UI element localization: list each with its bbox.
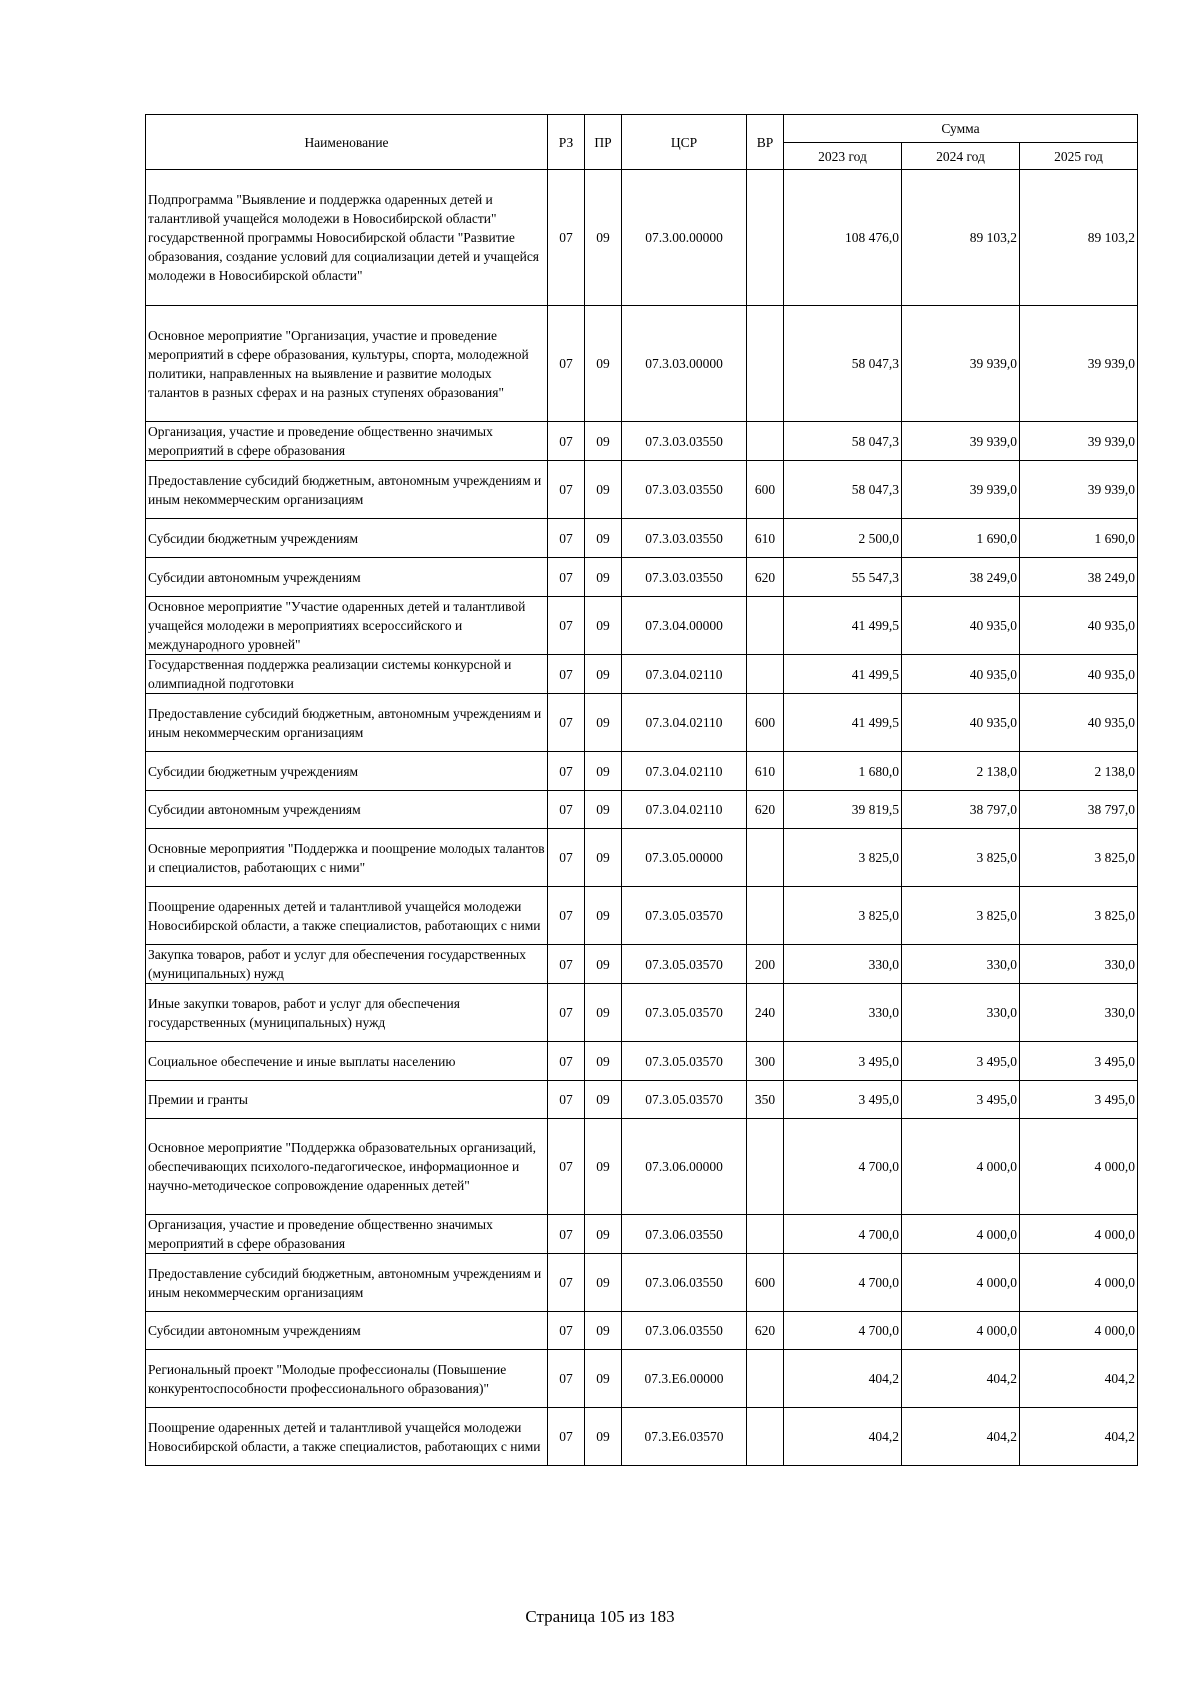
table-row bbox=[146, 984, 1138, 1042]
row-csr: 07.3.06.03550 bbox=[622, 1254, 747, 1312]
row-sum-2023: 404,2 bbox=[784, 1408, 902, 1466]
row-csr: 07.3.04.02110 bbox=[622, 655, 747, 694]
table-row bbox=[146, 422, 1138, 461]
row-sum-2025: 38 797,0 bbox=[1020, 791, 1138, 829]
budget-table-container bbox=[145, 114, 1137, 1466]
row-name: Субсидии бюджетным учреждениям bbox=[146, 752, 548, 791]
row-sum-2023: 108 476,0 bbox=[784, 170, 902, 306]
header-year-2024: 2024 год bbox=[902, 143, 1020, 170]
row-sum-2024: 1 690,0 bbox=[902, 519, 1020, 558]
row-vr bbox=[747, 829, 784, 887]
row-pr: 09 bbox=[585, 597, 622, 655]
row-sum-2023: 4 700,0 bbox=[784, 1312, 902, 1350]
row-pr: 09 bbox=[585, 558, 622, 597]
row-rz: 07 bbox=[548, 461, 585, 519]
row-sum-2025: 3 825,0 bbox=[1020, 887, 1138, 945]
row-csr: 07.3.04.02110 bbox=[622, 791, 747, 829]
row-pr: 09 bbox=[585, 1350, 622, 1408]
row-rz: 07 bbox=[548, 422, 585, 461]
row-vr: 600 bbox=[747, 461, 784, 519]
row-csr: 07.3.03.00000 bbox=[622, 306, 747, 422]
table-row bbox=[146, 1408, 1138, 1466]
row-sum-2025: 39 939,0 bbox=[1020, 422, 1138, 461]
row-pr: 09 bbox=[585, 694, 622, 752]
table-row bbox=[146, 170, 1138, 306]
row-pr: 09 bbox=[585, 461, 622, 519]
row-name: Предоставление субсидий бюджетным, автономным учреждениям и иным некоммерческим организациям bbox=[146, 694, 548, 752]
row-vr: 620 bbox=[747, 558, 784, 597]
row-sum-2023: 41 499,5 bbox=[784, 694, 902, 752]
row-rz: 07 bbox=[548, 694, 585, 752]
table-row bbox=[146, 694, 1138, 752]
row-name: Подпрограмма "Выявление и поддержка одаренных детей и талантливой учащейся молодежи в Новосибирской области" государственной программы Новосибирской области "Развитие образования, создание условий для социализации детей и учащейся молодежи в Новосибирской области" bbox=[146, 170, 548, 306]
row-sum-2024: 89 103,2 bbox=[902, 170, 1020, 306]
row-sum-2023: 4 700,0 bbox=[784, 1254, 902, 1312]
row-sum-2024: 39 939,0 bbox=[902, 461, 1020, 519]
row-pr: 09 bbox=[585, 655, 622, 694]
row-pr: 09 bbox=[585, 1254, 622, 1312]
row-csr: 07.3.05.03570 bbox=[622, 887, 747, 945]
row-vr: 300 bbox=[747, 1042, 784, 1081]
row-sum-2025: 3 825,0 bbox=[1020, 829, 1138, 887]
row-rz: 07 bbox=[548, 752, 585, 791]
row-name: Предоставление субсидий бюджетным, автономным учреждениям и иным некоммерческим организациям bbox=[146, 461, 548, 519]
header-pr: ПР bbox=[585, 115, 622, 170]
table-row bbox=[146, 1312, 1138, 1350]
row-pr: 09 bbox=[585, 1042, 622, 1081]
row-rz: 07 bbox=[548, 558, 585, 597]
row-sum-2024: 39 939,0 bbox=[902, 306, 1020, 422]
row-rz: 07 bbox=[548, 1042, 585, 1081]
row-vr bbox=[747, 170, 784, 306]
row-pr: 09 bbox=[585, 1408, 622, 1466]
header-sum: Сумма bbox=[784, 115, 1138, 143]
row-sum-2025: 3 495,0 bbox=[1020, 1081, 1138, 1119]
row-csr: 07.3.03.03550 bbox=[622, 422, 747, 461]
header-name: Наименование bbox=[146, 115, 548, 170]
row-sum-2024: 404,2 bbox=[902, 1408, 1020, 1466]
row-name: Субсидии автономным учреждениям bbox=[146, 791, 548, 829]
row-rz: 07 bbox=[548, 1254, 585, 1312]
table-row bbox=[146, 597, 1138, 655]
row-name: Субсидии автономным учреждениям bbox=[146, 558, 548, 597]
row-csr: 07.3.03.03550 bbox=[622, 519, 747, 558]
row-sum-2025: 330,0 bbox=[1020, 945, 1138, 984]
table-row bbox=[146, 306, 1138, 422]
table-row bbox=[146, 791, 1138, 829]
row-rz: 07 bbox=[548, 519, 585, 558]
row-sum-2023: 404,2 bbox=[784, 1350, 902, 1408]
row-sum-2023: 3 825,0 bbox=[784, 887, 902, 945]
table-header-row bbox=[146, 115, 1138, 143]
row-csr: 07.3.03.03550 bbox=[622, 558, 747, 597]
row-sum-2025: 39 939,0 bbox=[1020, 461, 1138, 519]
table-row bbox=[146, 1254, 1138, 1312]
table-row bbox=[146, 1215, 1138, 1254]
table-row bbox=[146, 829, 1138, 887]
header-year-2023: 2023 год bbox=[784, 143, 902, 170]
row-name: Поощрение одаренных детей и талантливой учащейся молодежи Новосибирской области, а также специалистов, работающих с ними bbox=[146, 1408, 548, 1466]
page-number: Страница 105 из 183 bbox=[525, 1607, 675, 1626]
row-sum-2023: 39 819,5 bbox=[784, 791, 902, 829]
row-name: Иные закупки товаров, работ и услуг для обеспечения государственных (муниципальных) нужд bbox=[146, 984, 548, 1042]
row-vr: 610 bbox=[747, 519, 784, 558]
row-sum-2025: 1 690,0 bbox=[1020, 519, 1138, 558]
row-sum-2023: 2 500,0 bbox=[784, 519, 902, 558]
row-sum-2024: 4 000,0 bbox=[902, 1312, 1020, 1350]
row-pr: 09 bbox=[585, 752, 622, 791]
header-vr: ВР bbox=[747, 115, 784, 170]
row-csr: 07.3.05.03570 bbox=[622, 945, 747, 984]
row-vr bbox=[747, 1350, 784, 1408]
row-pr: 09 bbox=[585, 170, 622, 306]
row-sum-2024: 40 935,0 bbox=[902, 597, 1020, 655]
row-sum-2023: 58 047,3 bbox=[784, 461, 902, 519]
table-row bbox=[146, 461, 1138, 519]
row-sum-2025: 4 000,0 bbox=[1020, 1215, 1138, 1254]
row-vr: 600 bbox=[747, 1254, 784, 1312]
row-vr: 620 bbox=[747, 1312, 784, 1350]
row-sum-2025: 4 000,0 bbox=[1020, 1119, 1138, 1215]
row-name: Закупка товаров, работ и услуг для обеспечения государственных (муниципальных) нужд bbox=[146, 945, 548, 984]
header-csr: ЦСР bbox=[622, 115, 747, 170]
row-pr: 09 bbox=[585, 1215, 622, 1254]
row-sum-2025: 38 249,0 bbox=[1020, 558, 1138, 597]
row-sum-2025: 4 000,0 bbox=[1020, 1312, 1138, 1350]
row-csr: 07.3.05.03570 bbox=[622, 1081, 747, 1119]
row-pr: 09 bbox=[585, 887, 622, 945]
row-sum-2024: 3 495,0 bbox=[902, 1042, 1020, 1081]
header-year-2025: 2025 год bbox=[1020, 143, 1138, 170]
row-rz: 07 bbox=[548, 829, 585, 887]
row-sum-2023: 58 047,3 bbox=[784, 422, 902, 461]
row-name: Основное мероприятие "Поддержка образовательных организаций, обеспечивающих психолого-педагогическое, информационное и научно-методическое сопровождение одаренных детей" bbox=[146, 1119, 548, 1215]
row-sum-2023: 55 547,3 bbox=[784, 558, 902, 597]
row-rz: 07 bbox=[548, 945, 585, 984]
table-row bbox=[146, 1081, 1138, 1119]
row-sum-2024: 38 249,0 bbox=[902, 558, 1020, 597]
row-sum-2024: 3 825,0 bbox=[902, 887, 1020, 945]
row-vr bbox=[747, 887, 784, 945]
row-sum-2024: 3 495,0 bbox=[902, 1081, 1020, 1119]
row-csr: 07.3.00.00000 bbox=[622, 170, 747, 306]
row-rz: 07 bbox=[548, 1312, 585, 1350]
row-sum-2025: 2 138,0 bbox=[1020, 752, 1138, 791]
row-name: Основное мероприятие "Организация, участие и проведение мероприятий в сфере образования, культуры, спорта, молодежной политики, направленных на выявление и развитие молодых талантов в разных сферах и на разных ступенях образования" bbox=[146, 306, 548, 422]
row-csr: 07.3.03.03550 bbox=[622, 461, 747, 519]
row-sum-2024: 4 000,0 bbox=[902, 1215, 1020, 1254]
row-rz: 07 bbox=[548, 1350, 585, 1408]
row-pr: 09 bbox=[585, 829, 622, 887]
row-sum-2024: 38 797,0 bbox=[902, 791, 1020, 829]
row-sum-2023: 3 495,0 bbox=[784, 1081, 902, 1119]
header-rz: РЗ bbox=[548, 115, 585, 170]
row-name: Субсидии автономным учреждениям bbox=[146, 1312, 548, 1350]
row-pr: 09 bbox=[585, 1081, 622, 1119]
row-vr bbox=[747, 1408, 784, 1466]
row-rz: 07 bbox=[548, 984, 585, 1042]
row-pr: 09 bbox=[585, 945, 622, 984]
row-name: Государственная поддержка реализации системы конкурсной и олимпиадной подготовки bbox=[146, 655, 548, 694]
row-sum-2024: 40 935,0 bbox=[902, 655, 1020, 694]
row-rz: 07 bbox=[548, 306, 585, 422]
row-rz: 07 bbox=[548, 1408, 585, 1466]
row-sum-2025: 39 939,0 bbox=[1020, 306, 1138, 422]
row-csr: 07.3.Е6.03570 bbox=[622, 1408, 747, 1466]
row-rz: 07 bbox=[548, 1081, 585, 1119]
row-sum-2025: 404,2 bbox=[1020, 1350, 1138, 1408]
row-csr: 07.3.06.03550 bbox=[622, 1312, 747, 1350]
table-body bbox=[146, 170, 1138, 1466]
row-sum-2023: 330,0 bbox=[784, 984, 902, 1042]
row-sum-2024: 2 138,0 bbox=[902, 752, 1020, 791]
row-sum-2024: 3 825,0 bbox=[902, 829, 1020, 887]
row-vr: 350 bbox=[747, 1081, 784, 1119]
row-sum-2024: 39 939,0 bbox=[902, 422, 1020, 461]
table-row bbox=[146, 945, 1138, 984]
table-row bbox=[146, 558, 1138, 597]
row-name: Субсидии бюджетным учреждениям bbox=[146, 519, 548, 558]
row-sum-2025: 89 103,2 bbox=[1020, 170, 1138, 306]
row-name: Социальное обеспечение и иные выплаты населению bbox=[146, 1042, 548, 1081]
row-sum-2023: 58 047,3 bbox=[784, 306, 902, 422]
table-row bbox=[146, 1350, 1138, 1408]
row-sum-2023: 330,0 bbox=[784, 945, 902, 984]
row-csr: 07.3.05.03570 bbox=[622, 984, 747, 1042]
row-csr: 07.3.06.00000 bbox=[622, 1119, 747, 1215]
row-csr: 07.3.04.00000 bbox=[622, 597, 747, 655]
row-csr: 07.3.05.00000 bbox=[622, 829, 747, 887]
row-rz: 07 bbox=[548, 1119, 585, 1215]
row-pr: 09 bbox=[585, 422, 622, 461]
row-sum-2024: 4 000,0 bbox=[902, 1254, 1020, 1312]
row-vr bbox=[747, 1119, 784, 1215]
row-sum-2024: 330,0 bbox=[902, 984, 1020, 1042]
row-sum-2025: 4 000,0 bbox=[1020, 1254, 1138, 1312]
row-vr bbox=[747, 597, 784, 655]
row-sum-2023: 41 499,5 bbox=[784, 597, 902, 655]
row-vr: 200 bbox=[747, 945, 784, 984]
row-sum-2023: 4 700,0 bbox=[784, 1119, 902, 1215]
row-sum-2025: 40 935,0 bbox=[1020, 655, 1138, 694]
table-row bbox=[146, 655, 1138, 694]
row-name: Поощрение одаренных детей и талантливой учащейся молодежи Новосибирской области, а также специалистов, работающих с ними bbox=[146, 887, 548, 945]
row-sum-2025: 40 935,0 bbox=[1020, 694, 1138, 752]
row-csr: 07.3.Е6.00000 bbox=[622, 1350, 747, 1408]
table-row bbox=[146, 1042, 1138, 1081]
row-vr: 240 bbox=[747, 984, 784, 1042]
row-vr: 610 bbox=[747, 752, 784, 791]
row-vr bbox=[747, 1215, 784, 1254]
row-sum-2024: 4 000,0 bbox=[902, 1119, 1020, 1215]
row-sum-2023: 3 825,0 bbox=[784, 829, 902, 887]
row-rz: 07 bbox=[548, 1215, 585, 1254]
row-sum-2023: 4 700,0 bbox=[784, 1215, 902, 1254]
row-vr: 620 bbox=[747, 791, 784, 829]
row-vr bbox=[747, 422, 784, 461]
row-name: Организация, участие и проведение общественно значимых мероприятий в сфере образования bbox=[146, 422, 548, 461]
row-rz: 07 bbox=[548, 655, 585, 694]
row-sum-2024: 40 935,0 bbox=[902, 694, 1020, 752]
row-sum-2024: 330,0 bbox=[902, 945, 1020, 984]
row-pr: 09 bbox=[585, 791, 622, 829]
row-pr: 09 bbox=[585, 519, 622, 558]
budget-table bbox=[145, 114, 1138, 1466]
row-csr: 07.3.05.03570 bbox=[622, 1042, 747, 1081]
row-sum-2023: 41 499,5 bbox=[784, 655, 902, 694]
row-vr bbox=[747, 655, 784, 694]
row-sum-2023: 3 495,0 bbox=[784, 1042, 902, 1081]
table-row bbox=[146, 887, 1138, 945]
row-rz: 07 bbox=[548, 597, 585, 655]
row-vr bbox=[747, 306, 784, 422]
row-name: Основное мероприятие "Участие одаренных детей и талантливой учащейся молодежи в мероприятиях всероссийского и международного уровней" bbox=[146, 597, 548, 655]
row-sum-2023: 1 680,0 bbox=[784, 752, 902, 791]
row-sum-2025: 404,2 bbox=[1020, 1408, 1138, 1466]
row-sum-2025: 330,0 bbox=[1020, 984, 1138, 1042]
row-name: Премии и гранты bbox=[146, 1081, 548, 1119]
row-name: Региональный проект "Молодые профессионалы (Повышение конкурентоспособности профессионального образования)" bbox=[146, 1350, 548, 1408]
row-name: Основные мероприятия "Поддержка и поощрение молодых талантов и специалистов, работающих с ними" bbox=[146, 829, 548, 887]
row-sum-2025: 40 935,0 bbox=[1020, 597, 1138, 655]
table-row bbox=[146, 519, 1138, 558]
row-sum-2024: 404,2 bbox=[902, 1350, 1020, 1408]
row-rz: 07 bbox=[548, 791, 585, 829]
row-name: Предоставление субсидий бюджетным, автономным учреждениям и иным некоммерческим организациям bbox=[146, 1254, 548, 1312]
row-rz: 07 bbox=[548, 887, 585, 945]
row-sum-2025: 3 495,0 bbox=[1020, 1042, 1138, 1081]
row-rz: 07 bbox=[548, 170, 585, 306]
row-pr: 09 bbox=[585, 306, 622, 422]
row-pr: 09 bbox=[585, 984, 622, 1042]
row-csr: 07.3.04.02110 bbox=[622, 694, 747, 752]
row-pr: 09 bbox=[585, 1312, 622, 1350]
table-row bbox=[146, 752, 1138, 791]
row-vr: 600 bbox=[747, 694, 784, 752]
row-csr: 07.3.06.03550 bbox=[622, 1215, 747, 1254]
row-csr: 07.3.04.02110 bbox=[622, 752, 747, 791]
table-row bbox=[146, 1119, 1138, 1215]
row-name: Организация, участие и проведение общественно значимых мероприятий в сфере образования bbox=[146, 1215, 548, 1254]
row-pr: 09 bbox=[585, 1119, 622, 1215]
